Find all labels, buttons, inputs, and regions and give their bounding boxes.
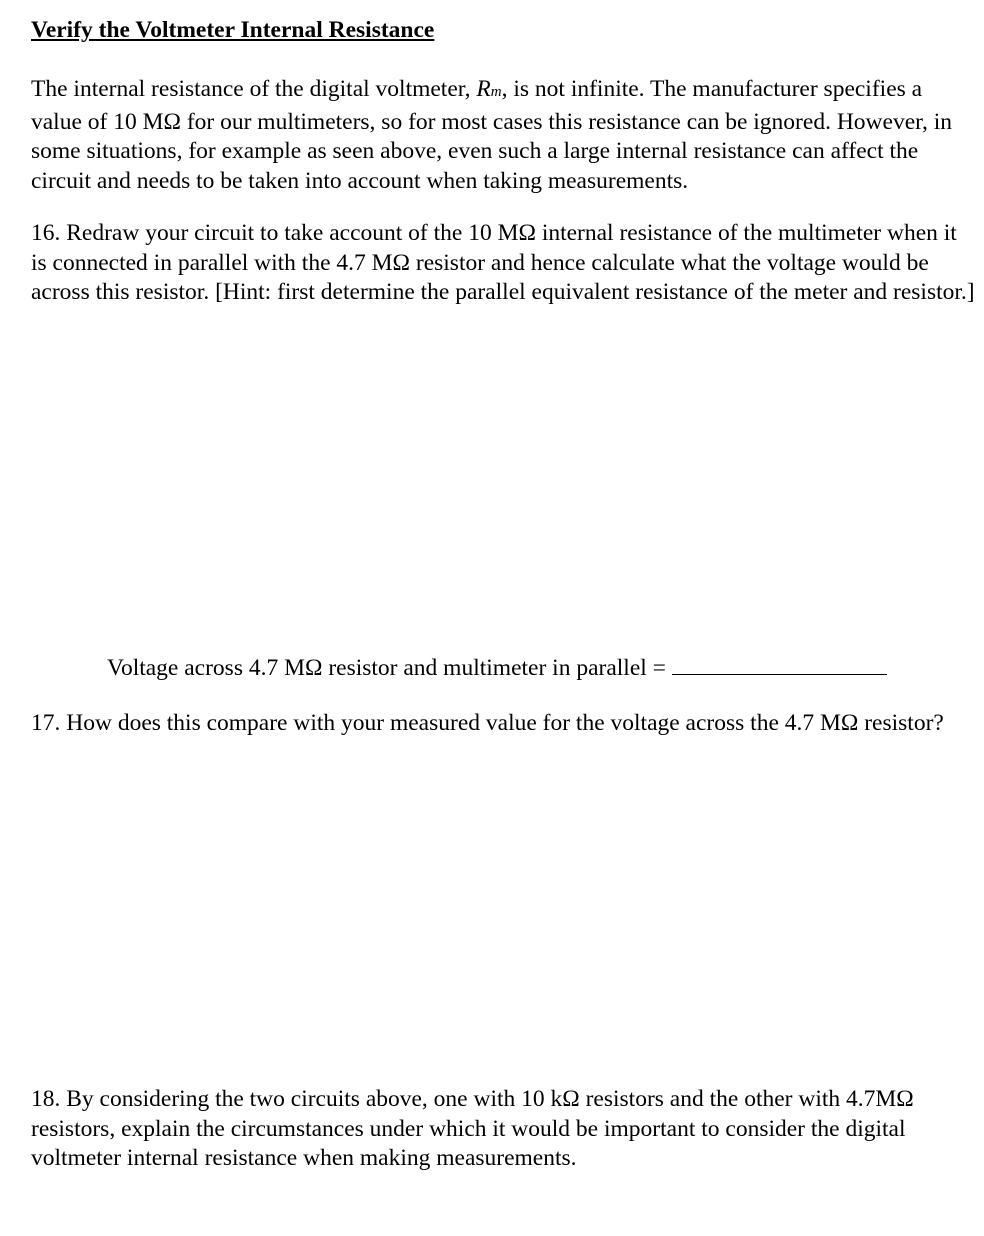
answer-line-voltage [107, 652, 887, 684]
question-18: 18. By considering the two circuits above, one with 10 kΩ resistors and the other with 4.7MΩ resistors, explain the circumstances under which it would be important to consider the digital voltmeter internal resistance when making measurements. [31, 1086, 914, 1171]
question-17: 17. How does this compare with your measured value for the voltage across the 4.7 MΩ resistor? [31, 710, 944, 736]
intro-paragraph [31, 75, 976, 196]
intro-text-part1: The internal resistance of the digital voltmeter, [31, 76, 477, 102]
answer-blank[interactable] [672, 652, 887, 675]
rm-symbol: Rm [476, 76, 502, 102]
page-title: Verify the Voltmeter Internal Resistance [31, 17, 435, 43]
answer-label: Voltage across 4.7 MΩ resistor and multimeter in parallel = [107, 655, 666, 681]
question-16: 16. Redraw your circuit to take account of the 10 MΩ internal resistance of the multimeter when it is connected in parallel with the 4.7 MΩ resistor and hence calculate what the voltage would be across this resistor. [Hint: first determine the parallel equivalent resistance of the meter and resistor.] [31, 220, 975, 305]
rm-subscript: m [490, 84, 502, 100]
intro-text-part2: , is not infinite. The manufacturer specifies a value of 10 MΩ for our multimeters, so for most cases this resistance can be ignored. However, in some situations, for example as seen above, even such a large internal resistance can affect the circuit and needs to be taken into account when taking measurements. [31, 76, 953, 194]
